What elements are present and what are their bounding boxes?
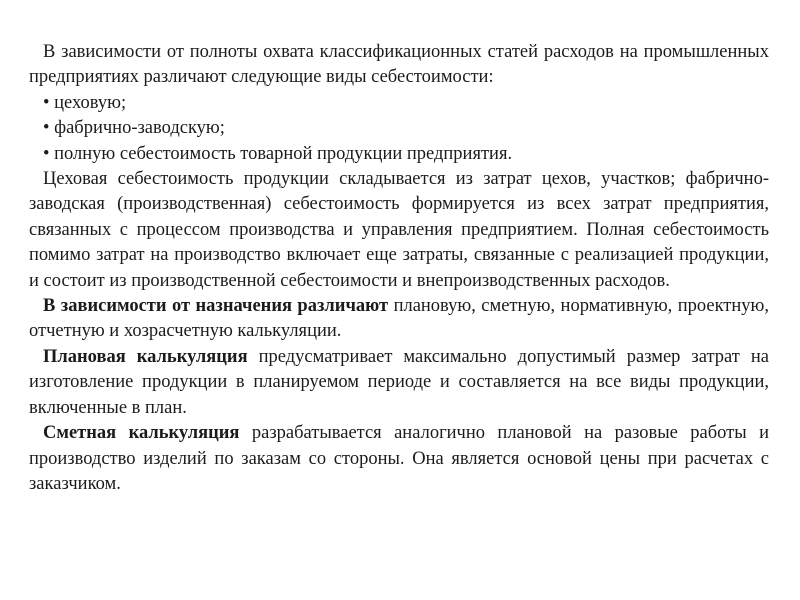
- estimate-calc-term: Сметная калькуляция: [43, 423, 240, 444]
- planned-calc-paragraph: [29, 345, 769, 421]
- bullet-item-shop: • цеховую;: [43, 92, 127, 113]
- bullet-item-factory: • фабрично-заводскую;: [43, 118, 225, 139]
- shop-cost-paragraph: Цеховая себестоимость продукции складывается из затрат цехов, участков; фабрично-заводская (производственная) себестоимость формируется из всех затрат предприятия, связанных с процессом производства и управления предприятием. Полная себестоимость помимо затрат на производство включает еще затраты, связанные с реализацией продукции, и состоит из производственной себестоимости и внепроизводственных расходов.: [29, 169, 769, 291]
- estimate-calc-text: разрабатывается аналогично плановой на разовые работы и производство изделий по заказам со стороны. Она является основой цены при расчетах с заказчиком.: [29, 423, 769, 494]
- purpose-text: плановую, сметную, нормативную, проектную, отчетную и хозрасчетную калькуляции.: [29, 296, 769, 342]
- purpose-paragraph: [29, 294, 769, 345]
- purpose-heading: В зависимости от назначения различают: [43, 296, 389, 317]
- intro-paragraph: В зависимости от полноты охвата классификационных статей расходов на промышленных предприятиях различают следующие виды себестоимости:: [29, 42, 769, 88]
- planned-calc-text: предусматривает максимально допустимый размер затрат на изготовление продукции в планируемом периоде и составляется на все виды продукции, включенные в план.: [29, 346, 769, 418]
- planned-calc-term: Плановая калькуляция: [43, 346, 248, 367]
- bullet-item-full: • полную себестоимость товарной продукции предприятия.: [43, 143, 513, 164]
- estimate-calc-paragraph: [29, 421, 769, 497]
